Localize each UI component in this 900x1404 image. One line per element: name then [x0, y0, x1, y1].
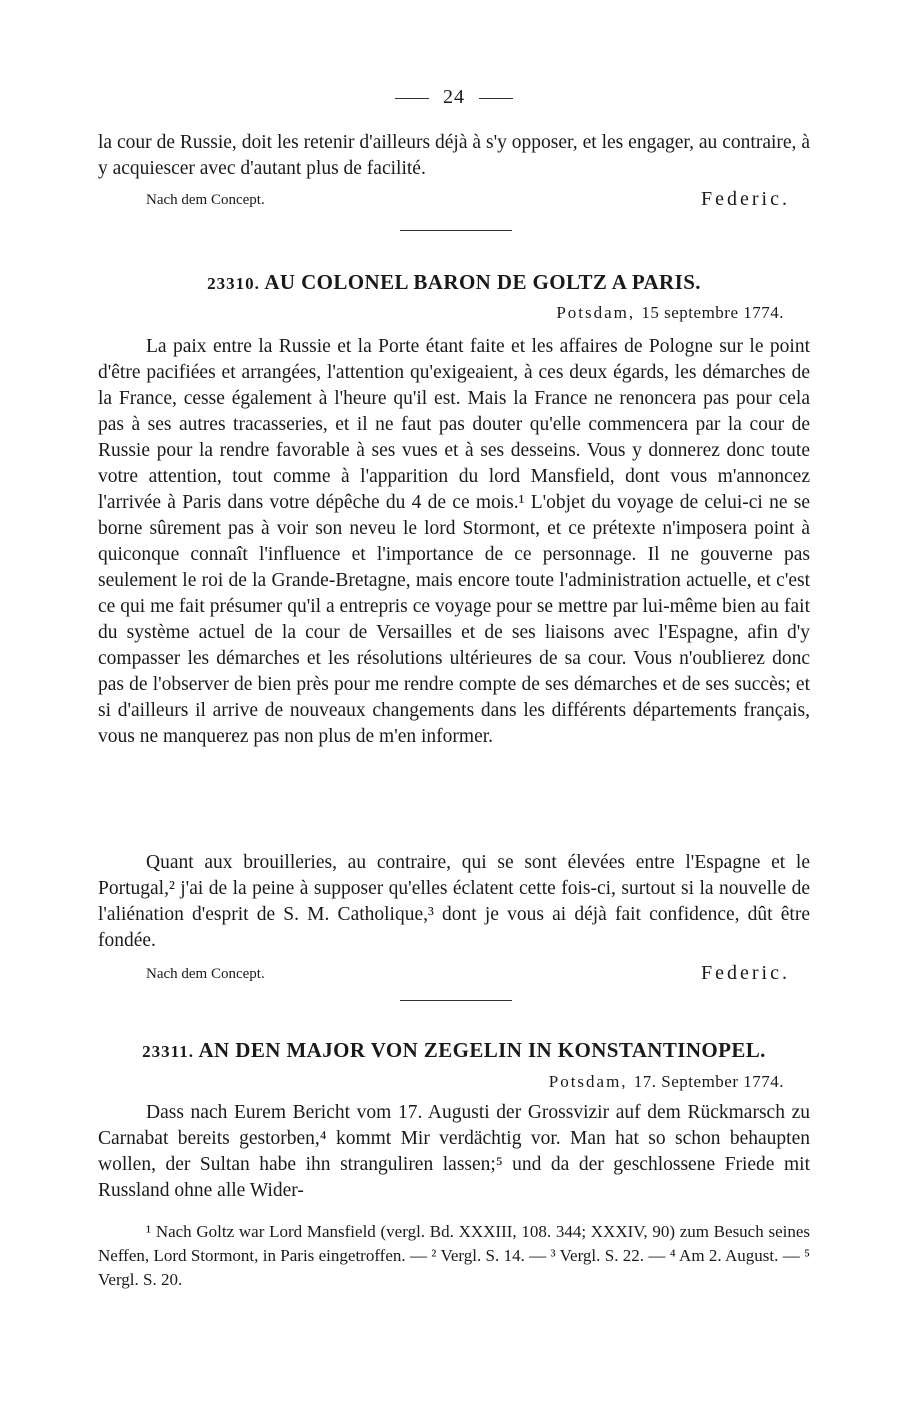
- letter-paragraph: Quant aux brouilleries, au contraire, qui se sont élevées entre l'Espagne et le Portugal,² j'ai de la peine à supposer qu'elles éclatent cette fois-ci, surtout si la nouvelle de l'aliénation d'esprit de S. M. Catholique,³ dont je vous ai déjà fait confidence, dût être fondée.: [98, 852, 810, 951]
- section-divider: [400, 1000, 512, 1001]
- section-divider: [400, 230, 512, 231]
- carryover-signature-line: [146, 188, 790, 212]
- carryover-paragraph: la cour de Russie, doit les retenir d'ailleurs déjà à s'y opposer, et les engager, au contraire, à y acquiescer avec d'autant plus de facilité.: [98, 132, 810, 179]
- letter-place: Potsdam,: [556, 303, 636, 322]
- signature: Federic.: [701, 962, 790, 984]
- letter-heading-23310: [98, 270, 810, 295]
- letter-paragraph: Dass nach Eurem Bericht vom 17. Augusti der Grossvizir auf dem Rückmarsch zu Carnabat bereits gestorben,⁴ kommt Mir verdächtig vor. Man hat so schon behaupten wollen, der Sultan habe ihn stranguliren lassen;⁵ und da der geschlossene Friede mit Russland ohne alle Wider-: [98, 1102, 810, 1201]
- signature: Federic.: [701, 188, 790, 210]
- letter-number: 23311.: [142, 1042, 194, 1061]
- letter-signature-line: [146, 962, 790, 986]
- letter-title: AN DEN MAJOR VON ZEGELIN IN KONSTANTINOPEL.: [198, 1038, 766, 1062]
- letter-date: 17. September 1774.: [633, 1072, 784, 1091]
- letter-title: AU COLONEL BARON DE GOLTZ A PARIS.: [264, 270, 701, 294]
- footnotes: [98, 1220, 810, 1292]
- letter-number: 23310.: [207, 274, 260, 293]
- source-note: Nach dem Concept.: [146, 192, 265, 208]
- letter-dateline: [549, 1072, 784, 1092]
- footnotes-text: ¹ Nach Goltz war Lord Mansfield (vergl. Bd. XXXIII, 108. 344; XXXIV, 90) zum Besuch seines Neffen, Lord Stormont, in Paris eingetroffen. — ² Vergl. S. 14. — ³ Vergl. S. 22. — ⁴ Am 2. August. — ⁵ Vergl. S. 20.: [98, 1222, 810, 1289]
- page-number-header: [98, 86, 810, 109]
- page-number: 24: [443, 86, 465, 108]
- source-note: Nach dem Concept.: [146, 966, 265, 982]
- letter-dateline: [556, 303, 784, 323]
- letter-date: 15 septembre 1774.: [641, 303, 784, 322]
- letter-heading-23311: [98, 1038, 810, 1063]
- letter-paragraph: La paix entre la Russie et la Porte étant faite et les affaires de Pologne sur le point d'être pacifiées et arrangées, l'attention qu'exigeaient, à ces deux égards, les démarches de la France, cesse également à l'heure qu'il est. Mais la France ne renoncera pas pour cela pas à ses autres tracasseries, et il ne faut pas douter qu'elle commencera par la cour de Russie pour la rendre favorable à ses vues et à ses desseins. Vous y donnerez donc toute votre attention, tout comme à l'apparition du lord Mansfield, dont vous m'annoncez l'arrivée à Paris dans votre dépêche du 4 de ce mois.¹ L'objet du voyage de celui-ci ne se borne sûrement pas à voir son neveu le lord Stormont, et ce prétexte n'imposera point à quiconque connaît l'influence et l'importance de ce personnage. Il ne gouverne pas seulement le roi de la Grande-Bretagne, mais encore toute l'administration actuelle, et c'est ce qui me fait présumer qu'il a entrepris ce voyage pour se mettre par lui-même bien au fait du système actuel de la cour de Versailles et de ses liaisons avec l'Espagne, afin d'y compasser les démarches et les résolutions ultérieures de sa cour. Vous n'oublierez donc pas de l'observer de bien près pour me rendre compte de ses démarches et de ses succès; et si d'ailleurs il arrive de nouveaux changements dans les différents départements français, vous ne manquerez pas non plus de m'en informer.: [98, 336, 810, 747]
- dash-left: [395, 98, 429, 99]
- letter-place: Potsdam,: [548, 1072, 628, 1091]
- dash-right: [479, 98, 513, 99]
